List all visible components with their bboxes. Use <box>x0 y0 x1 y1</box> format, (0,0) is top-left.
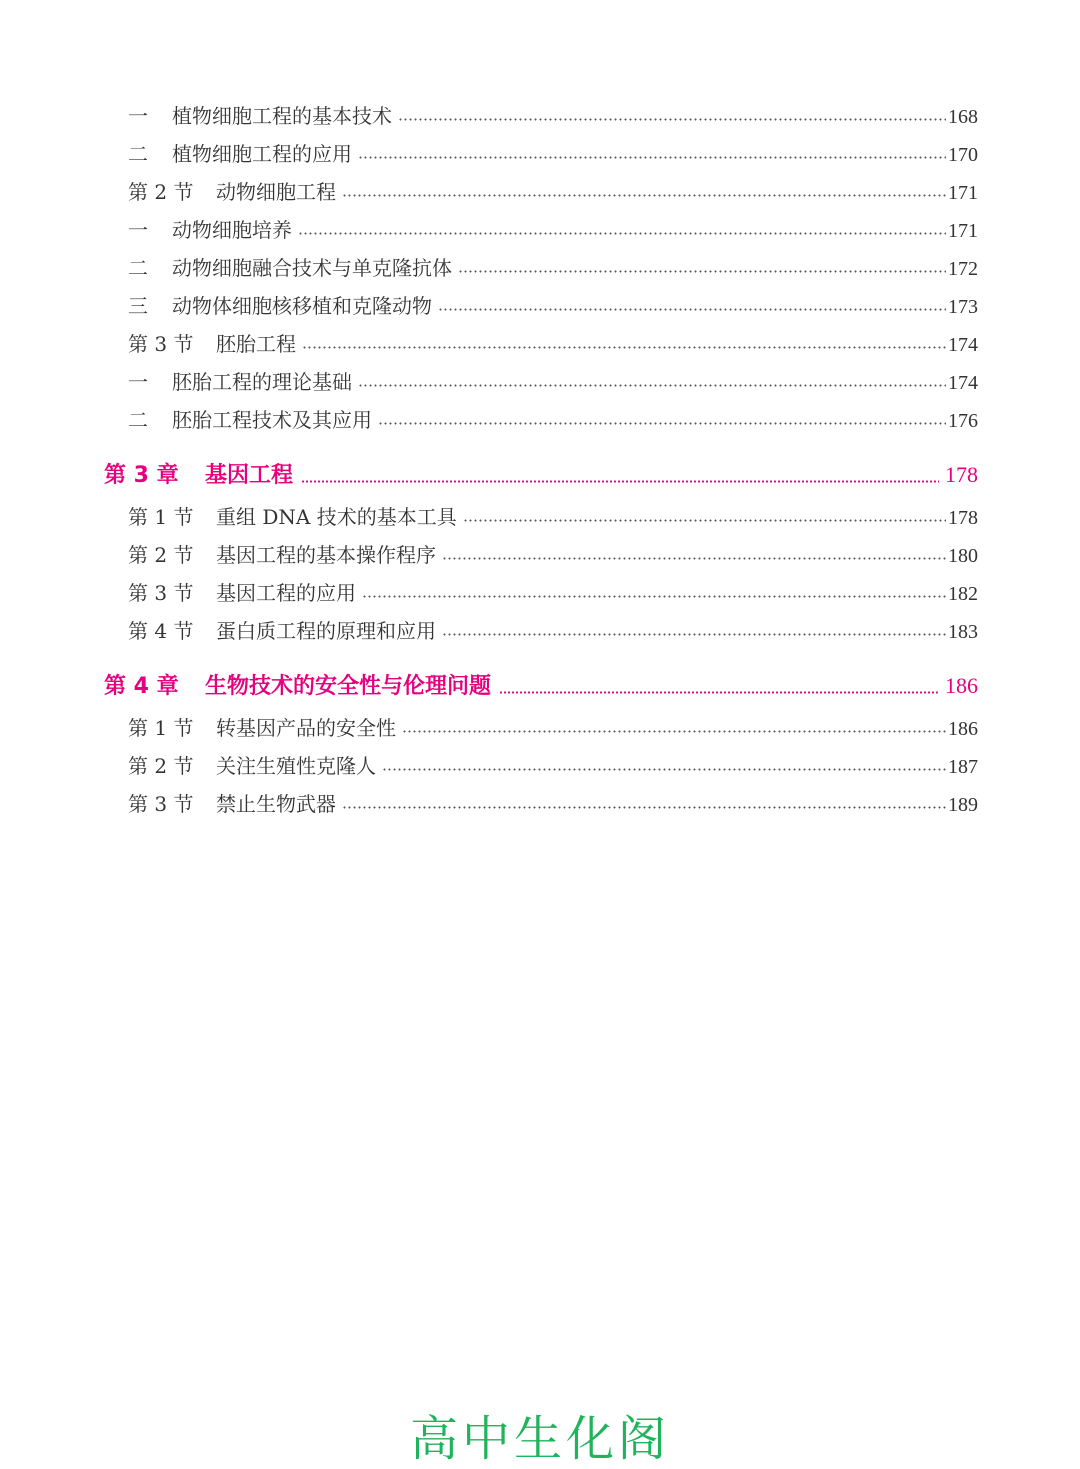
toc-entry-title: 基因工程的应用 <box>216 581 356 605</box>
toc-entry-page: 178 <box>948 507 978 529</box>
chapter-page: 186 <box>945 673 978 698</box>
toc-entry-page: 174 <box>948 372 978 394</box>
dot-leader <box>301 480 939 483</box>
toc-entry-page: 182 <box>948 583 978 605</box>
toc-entry-title: 蛋白质工程的原理和应用 <box>216 619 436 643</box>
toc-entry-title: 胚胎工程技术及其应用 <box>172 408 372 432</box>
toc-section-entry[interactable] <box>128 750 978 778</box>
toc-entry-title: 重组 DNA 技术的基本工具 <box>216 505 457 529</box>
toc-entry-title: 胚胎工程的理论基础 <box>172 370 352 394</box>
toc-entry[interactable] <box>128 214 978 242</box>
toc-section-entry[interactable] <box>128 328 978 356</box>
toc-section-entry[interactable] <box>128 539 978 567</box>
toc-entry-title: 植物细胞工程的基本技术 <box>172 104 392 128</box>
toc-entry-number: 第 3 节 <box>128 581 194 605</box>
chapter-number: 第 4 章 <box>104 674 179 699</box>
toc-entry-title: 关注生殖性克隆人 <box>216 754 376 778</box>
toc-chapter-entry[interactable] <box>104 669 978 701</box>
toc-entry-number: 三 <box>128 294 148 318</box>
watermark: 高中生化阁 <box>409 1411 670 1467</box>
toc-entry-title: 转基因产品的安全性 <box>216 716 396 740</box>
toc-entry[interactable] <box>128 290 978 318</box>
toc-section-entry[interactable] <box>128 577 978 605</box>
toc-chapter-entry[interactable] <box>104 458 978 490</box>
toc-section-entry[interactable] <box>128 176 978 204</box>
dot-leader <box>499 691 939 694</box>
toc-entry-title: 动物细胞工程 <box>216 180 336 204</box>
dot-leader <box>382 768 946 771</box>
toc-entry-title: 禁止生物武器 <box>216 792 336 816</box>
toc-entry-number: 第 1 节 <box>128 505 194 529</box>
toc-entry-page: 176 <box>948 410 978 432</box>
toc-entry-title: 基因工程的基本操作程序 <box>216 543 436 567</box>
chapter-number: 第 3 章 <box>104 463 179 488</box>
toc-entry-number: 二 <box>128 408 148 432</box>
dot-leader <box>358 384 946 387</box>
dot-leader <box>358 156 946 159</box>
dot-leader <box>458 270 946 273</box>
toc-entry[interactable] <box>128 252 978 280</box>
toc-entry-page: 168 <box>948 106 978 128</box>
toc-entry[interactable] <box>128 404 978 432</box>
toc-entry-page: 180 <box>948 545 978 567</box>
toc-entry-number: 一 <box>128 370 148 394</box>
toc-entry-number: 第 2 节 <box>128 754 194 778</box>
dot-leader <box>438 308 946 311</box>
toc-section-entry[interactable] <box>128 712 978 740</box>
toc-entry-title: 动物体细胞核移植和克隆动物 <box>172 294 432 318</box>
toc-entry-number: 第 3 节 <box>128 332 194 356</box>
toc-entry-title: 动物细胞融合技术与单克隆抗体 <box>172 256 452 280</box>
toc-entry[interactable] <box>128 138 978 166</box>
chapter-title: 生物技术的安全性与伦理问题 <box>205 674 492 699</box>
toc-entry-page: 173 <box>948 296 978 318</box>
toc-entry-number: 二 <box>128 256 148 280</box>
chapter-page: 178 <box>945 462 978 487</box>
dot-leader <box>302 346 946 349</box>
dot-leader <box>298 232 946 235</box>
toc-entry-page: 174 <box>948 334 978 356</box>
toc-section-entry[interactable] <box>128 501 978 529</box>
dot-leader <box>362 595 946 598</box>
toc-entry-page: 170 <box>948 144 978 166</box>
toc-entry-title: 动物细胞培养 <box>172 218 292 242</box>
dot-leader <box>398 118 946 121</box>
dot-leader <box>342 194 946 197</box>
dot-leader <box>463 519 946 522</box>
toc-entry[interactable] <box>128 366 978 394</box>
toc-entry-page: 183 <box>948 621 978 643</box>
chapter-title: 基因工程 <box>205 463 294 488</box>
toc-entry-page: 171 <box>948 220 978 242</box>
dot-leader <box>402 730 946 733</box>
toc-entry[interactable] <box>128 100 978 128</box>
dot-leader <box>378 422 946 425</box>
dot-leader <box>442 633 946 636</box>
dot-leader <box>342 806 946 809</box>
toc-entry-page: 172 <box>948 258 978 280</box>
toc-entry-title: 植物细胞工程的应用 <box>172 142 352 166</box>
toc-entry-page: 186 <box>948 718 978 740</box>
toc-entry-number: 一 <box>128 104 148 128</box>
toc-entry-number: 第 4 节 <box>128 619 194 643</box>
toc-entry-page: 171 <box>948 182 978 204</box>
toc-entry-number: 第 2 节 <box>128 180 194 204</box>
toc-entry-number: 第 3 节 <box>128 792 194 816</box>
toc-entry-number: 第 1 节 <box>128 716 194 740</box>
dot-leader <box>442 557 946 560</box>
toc-entry-number: 一 <box>128 218 148 242</box>
toc-section-entry[interactable] <box>128 788 978 816</box>
toc-section-entry[interactable] <box>128 615 978 643</box>
toc-entry-title: 胚胎工程 <box>216 332 296 356</box>
toc-entry-number: 二 <box>128 142 148 166</box>
toc-entry-page: 187 <box>948 756 978 778</box>
toc-entry-page: 189 <box>948 794 978 816</box>
toc-entry-number: 第 2 节 <box>128 543 194 567</box>
